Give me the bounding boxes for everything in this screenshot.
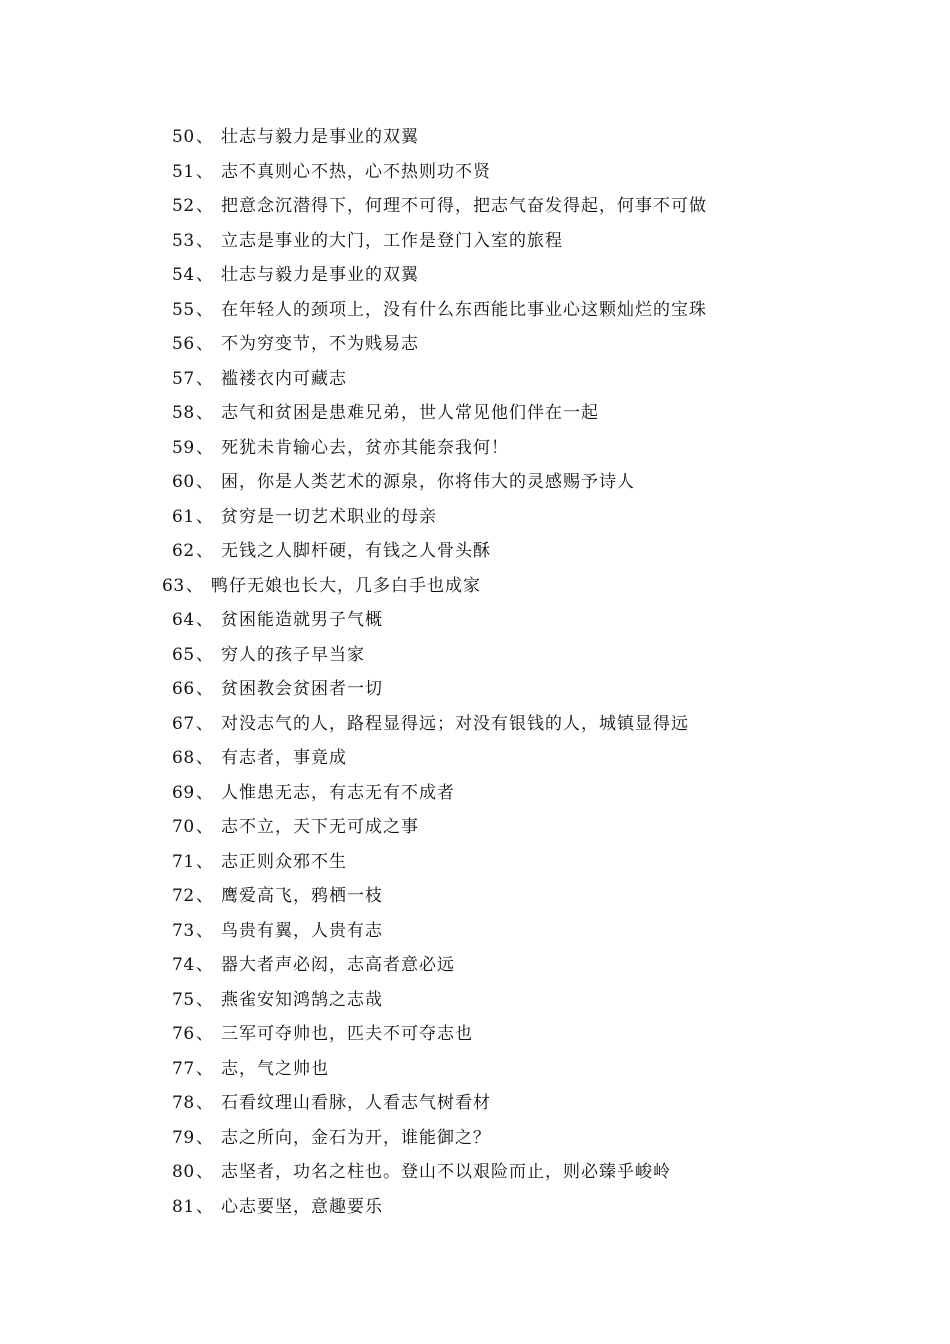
item-separator: 、 [196, 1058, 213, 1079]
item-text: 把意念沉潜得下，何理不可得，把志气奋发得起，何事不可做 [221, 196, 707, 216]
list-item [0, 879, 950, 914]
item-number: 64 [172, 610, 195, 630]
item-number: 71 [172, 851, 195, 872]
list-item [0, 534, 950, 569]
item-number: 50 [172, 127, 195, 147]
item-text: 贫穷是一切艺术职业的母亲 [221, 506, 437, 527]
item-number: 58 [172, 403, 195, 423]
item-number: 74 [172, 955, 195, 975]
item-number: 70 [172, 817, 195, 837]
item-separator: 、 [196, 989, 213, 1010]
list-item [0, 189, 950, 224]
item-separator: 、 [196, 679, 213, 699]
item-separator: 、 [196, 817, 213, 837]
item-separator: 、 [196, 610, 213, 630]
item-text: 人惟患无志，有志无有不成者 [221, 782, 455, 803]
item-separator: 、 [196, 886, 213, 906]
item-number: 52 [172, 196, 195, 216]
list-item [0, 810, 950, 845]
item-separator: 、 [196, 368, 213, 389]
list-item [0, 1190, 950, 1225]
item-text: 鸟贵有翼，人贵有志 [221, 920, 383, 941]
item-separator: 、 [196, 299, 213, 320]
item-separator: 、 [196, 955, 213, 975]
item-number: 77 [172, 1058, 195, 1079]
item-separator: 、 [196, 161, 213, 182]
item-separator: 、 [196, 713, 213, 734]
item-text: 志之所向，金石为开，谁能御之？ [221, 1127, 491, 1148]
item-number: 68 [172, 748, 195, 768]
list-item [0, 741, 950, 776]
list-item [0, 948, 950, 983]
item-separator: 、 [196, 1127, 213, 1148]
list-item [0, 465, 950, 500]
item-number: 80 [172, 1162, 195, 1182]
item-number: 72 [172, 886, 195, 906]
list-item [0, 1017, 950, 1052]
item-separator: 、 [196, 472, 213, 492]
item-text: 褴褛衣内可藏志 [221, 368, 347, 389]
item-text: 志正则众邪不生 [221, 851, 347, 872]
item-text: 有志者，事竟成 [221, 748, 347, 768]
item-text: 贫困能造就男子气概 [221, 610, 383, 630]
item-text: 贫困教会贫困者一切 [221, 679, 383, 699]
item-number: 59 [172, 437, 195, 458]
item-text: 鸭仔无娘也长大，几多白手也成家 [211, 575, 481, 596]
item-separator: 、 [196, 196, 213, 216]
item-separator: 、 [196, 1093, 213, 1113]
item-separator: 、 [196, 506, 213, 527]
item-text: 三军可夺帅也，匹夫不可夺志也 [221, 1024, 473, 1044]
item-text: 燕雀安知鸿鹄之志哉 [221, 989, 383, 1010]
item-text: 鹰爱高飞，鸦栖一枝 [221, 886, 383, 906]
list-item [0, 707, 950, 742]
item-text: 死犹未肯输心去，贫亦其能奈我何！ [221, 437, 509, 458]
item-text: 志坚者，功名之柱也。登山不以艰险而止，则必臻乎峻岭 [221, 1162, 671, 1182]
list-item [0, 983, 950, 1018]
list-item [0, 1155, 950, 1190]
list-item [0, 224, 950, 259]
list-item [0, 845, 950, 880]
item-number: 62 [172, 541, 195, 561]
item-number: 53 [172, 230, 195, 251]
item-text: 壮志与毅力是事业的双翼 [221, 265, 419, 285]
item-text: 困，你是人类艺术的源泉，你将伟大的灵感赐予诗人 [221, 472, 635, 492]
list-item [0, 672, 950, 707]
item-number: 75 [172, 989, 195, 1010]
item-separator: 、 [186, 575, 203, 596]
item-number: 76 [172, 1024, 195, 1044]
item-text: 石看纹理山看脉，人看志气树看材 [221, 1093, 491, 1113]
list-item [0, 1086, 950, 1121]
list-item [0, 603, 950, 638]
list-item [0, 500, 950, 535]
item-text: 在年轻人的颈项上，没有什么东西能比事业心这颗灿烂的宝珠 [221, 299, 707, 320]
item-separator: 、 [196, 265, 213, 285]
list-item [0, 396, 950, 431]
item-number: 60 [172, 472, 195, 492]
item-text: 志不真则心不热，心不热则功不贤 [221, 161, 491, 182]
item-separator: 、 [196, 1024, 213, 1044]
item-number: 61 [172, 506, 195, 527]
item-separator: 、 [196, 748, 213, 768]
item-number: 81 [172, 1196, 195, 1217]
list-item [0, 1121, 950, 1156]
list-item [0, 776, 950, 811]
item-text: 器大者声必闳，志高者意必远 [221, 955, 455, 975]
item-number: 69 [172, 782, 195, 803]
item-number: 73 [172, 920, 195, 941]
item-text: 壮志与毅力是事业的双翼 [221, 127, 419, 147]
quote-list [0, 120, 950, 1224]
item-separator: 、 [196, 851, 213, 872]
item-text: 志，气之帅也 [221, 1058, 329, 1079]
item-number: 78 [172, 1093, 195, 1113]
list-item [0, 258, 950, 293]
item-number: 67 [172, 713, 195, 734]
item-text: 志不立，天下无可成之事 [221, 817, 419, 837]
item-text: 无钱之人脚杆硬，有钱之人骨头酥 [221, 541, 491, 561]
item-text: 穷人的孩子早当家 [221, 644, 365, 665]
list-item [0, 293, 950, 328]
item-text: 心志要坚，意趣要乐 [221, 1196, 383, 1217]
list-item [0, 638, 950, 673]
item-separator: 、 [196, 127, 213, 147]
item-separator: 、 [196, 541, 213, 561]
list-item [0, 120, 950, 155]
item-text: 立志是事业的大门，工作是登门入室的旅程 [221, 230, 563, 251]
item-number: 54 [172, 265, 195, 285]
item-text: 对没志气的人，路程显得远；对没有银钱的人，城镇显得远 [221, 713, 689, 734]
item-separator: 、 [196, 334, 213, 354]
list-item [0, 327, 950, 362]
item-separator: 、 [196, 403, 213, 423]
item-number: 63 [162, 575, 185, 596]
item-separator: 、 [196, 437, 213, 458]
item-text: 不为穷变节，不为贱易志 [221, 334, 419, 354]
item-separator: 、 [196, 782, 213, 803]
item-number: 79 [172, 1127, 195, 1148]
list-item [0, 155, 950, 190]
item-number: 65 [172, 644, 195, 665]
item-separator: 、 [196, 1162, 213, 1182]
item-number: 55 [172, 299, 195, 320]
item-separator: 、 [196, 920, 213, 941]
item-separator: 、 [196, 230, 213, 251]
item-number: 57 [172, 368, 195, 389]
item-separator: 、 [196, 1196, 213, 1217]
item-separator: 、 [196, 644, 213, 665]
list-item [0, 431, 950, 466]
item-text: 志气和贫困是患难兄弟，世人常见他们伴在一起 [221, 403, 599, 423]
item-number: 66 [172, 679, 195, 699]
list-item [0, 362, 950, 397]
list-item [0, 1052, 950, 1087]
item-number: 56 [172, 334, 195, 354]
item-number: 51 [172, 161, 195, 182]
list-item [0, 914, 950, 949]
list-item [0, 569, 950, 604]
